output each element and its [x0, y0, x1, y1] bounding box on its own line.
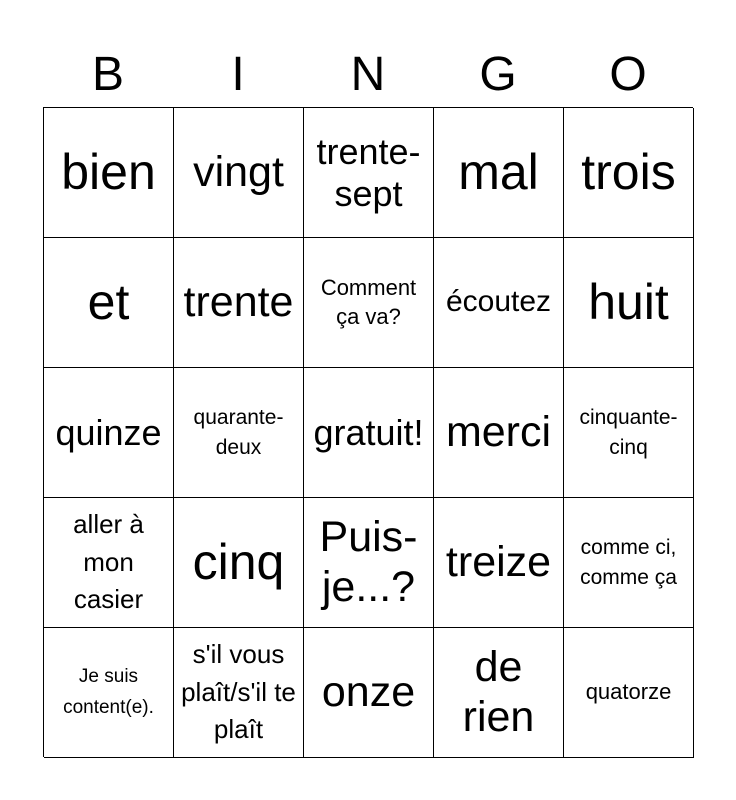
- bingo-cell[interactable]: [434, 498, 564, 628]
- cell-text: vingt: [193, 147, 284, 196]
- cell-text: Puis-je...?: [319, 513, 418, 611]
- bingo-cell[interactable]: [44, 628, 174, 758]
- header-letter-n: N: [350, 48, 386, 101]
- bingo-cell[interactable]: [434, 628, 564, 758]
- cell-text: onze: [321, 667, 416, 716]
- cell-text: comme ci, comme ça: [580, 536, 677, 589]
- bingo-cell[interactable]: [564, 498, 694, 628]
- bingo-cell[interactable]: [434, 368, 564, 498]
- bingo-cell[interactable]: [304, 238, 434, 368]
- bingo-cell[interactable]: [44, 368, 174, 498]
- bingo-cell[interactable]: [564, 108, 694, 238]
- bingo-cell[interactable]: [174, 498, 304, 628]
- bingo-cell[interactable]: [44, 108, 174, 238]
- cell-text: écoutez: [445, 285, 552, 319]
- bingo-board: [43, 107, 693, 757]
- cell-text: treize: [445, 537, 552, 586]
- cell-text: gratuit!: [313, 411, 424, 453]
- bingo-cell[interactable]: [44, 238, 174, 368]
- header-letter-o: O: [609, 48, 647, 101]
- bingo-cell[interactable]: [174, 238, 304, 368]
- bingo-cell[interactable]: [304, 498, 434, 628]
- bingo-cell[interactable]: [304, 368, 434, 498]
- cell-text: cinquante-cinq: [579, 406, 678, 459]
- cell-text: merci: [445, 407, 552, 456]
- cell-text: s'il vous plaît/s'il te plaît: [181, 638, 296, 745]
- cell-text: quinze: [55, 411, 162, 453]
- cell-text: huit: [588, 273, 669, 330]
- bingo-cell[interactable]: [44, 498, 174, 628]
- cell-text: et: [87, 273, 130, 330]
- bingo-cell[interactable]: [304, 108, 434, 238]
- bingo-cell[interactable]: [434, 108, 564, 238]
- cell-text: bien: [61, 143, 156, 200]
- cell-text: trente: [183, 277, 294, 326]
- cell-text: Comment ça va?: [320, 274, 417, 329]
- bingo-cell[interactable]: [174, 628, 304, 758]
- cell-text: de rien: [462, 643, 535, 741]
- header-letter-b: B: [91, 48, 124, 101]
- bingo-cell[interactable]: [174, 108, 304, 238]
- cell-text: quarante-deux: [193, 406, 284, 459]
- header-letter-g: G: [479, 48, 517, 101]
- bingo-cell[interactable]: [174, 368, 304, 498]
- bingo-cell[interactable]: [564, 238, 694, 368]
- bingo-header: [43, 44, 693, 106]
- bingo-cell[interactable]: [434, 238, 564, 368]
- cell-text: trois: [581, 143, 676, 200]
- cell-text: aller à mon casier: [73, 508, 144, 615]
- cell-text: trente-sept: [316, 131, 421, 214]
- cell-text: Je suis content(e).: [63, 666, 154, 718]
- cell-text: quatorze: [585, 679, 672, 705]
- cell-text: mal: [458, 143, 539, 200]
- bingo-cell[interactable]: [564, 628, 694, 758]
- bingo-cell[interactable]: [304, 628, 434, 758]
- bingo-cell[interactable]: [564, 368, 694, 498]
- cell-text: cinq: [192, 533, 285, 590]
- header-letter-i: I: [231, 48, 245, 101]
